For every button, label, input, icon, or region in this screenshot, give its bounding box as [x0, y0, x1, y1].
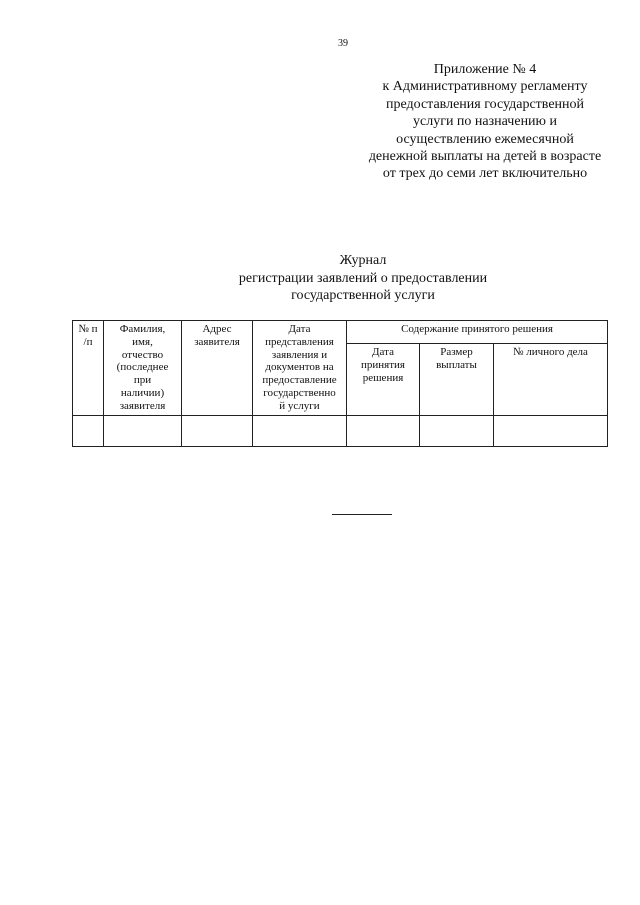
- appendix-line: к Административному регламенту: [382, 79, 588, 95]
- header-number: [73, 321, 104, 416]
- page-number: 39: [338, 38, 348, 49]
- header-text: Адрес: [202, 323, 232, 335]
- header-text: предоставление: [262, 374, 337, 387]
- table-cell[interactable]: [420, 415, 494, 446]
- registration-journal-table: [72, 320, 608, 447]
- header-text: представления: [265, 335, 334, 348]
- table-cell[interactable]: [104, 415, 182, 446]
- header-text: при: [133, 374, 152, 387]
- header-text: наличии): [120, 386, 165, 399]
- appendix-line: Приложение № 4: [433, 62, 537, 77]
- header-text: й услуги: [279, 399, 320, 412]
- header-text: отчество: [121, 348, 164, 361]
- appendix-line: осуществлению ежемесячной: [396, 131, 574, 147]
- header-payment-amount: [420, 344, 494, 416]
- header-text: /п: [83, 335, 93, 348]
- header-text: заявления и: [271, 348, 328, 361]
- header-address: [182, 321, 253, 416]
- header-text: решения: [362, 371, 404, 384]
- table-cell[interactable]: [182, 415, 253, 446]
- header-submission-date: [253, 321, 347, 416]
- header-text: государственно: [263, 386, 336, 399]
- header-full-name: [104, 321, 182, 416]
- header-text: заявителя: [194, 335, 240, 348]
- journal-title-line: государственной услуги: [291, 288, 435, 303]
- header-decision-date: [347, 344, 420, 416]
- header-text: Дата: [288, 323, 311, 335]
- header-personal-file: № личного дела: [494, 344, 608, 416]
- table-cell[interactable]: [494, 415, 608, 446]
- header-text: Размер: [440, 346, 473, 358]
- header-text: Фамилия,: [119, 323, 166, 335]
- table-row: [73, 415, 608, 446]
- header-text: документов на: [265, 361, 334, 374]
- header-decision-group: Содержание принятого решения: [347, 321, 608, 344]
- appendix-line: денежной выплаты на детей в возрасте: [368, 149, 602, 165]
- appendix-header: [352, 61, 618, 183]
- table-cell[interactable]: [253, 415, 347, 446]
- appendix-line: предоставления государственной: [385, 96, 585, 112]
- header-text: № п: [78, 323, 98, 335]
- header-text: (последнее: [116, 361, 169, 374]
- header-text: заявителя: [119, 399, 166, 412]
- header-text: принятия: [361, 358, 405, 371]
- header-text: имя,: [132, 335, 153, 348]
- journal-title: [0, 252, 640, 305]
- separator-line: [332, 514, 392, 515]
- appendix-line: от трех до семи лет включительно: [382, 166, 588, 182]
- journal-title-line: регистрации заявлений о предоставлении: [238, 270, 488, 286]
- table-cell[interactable]: [73, 415, 104, 446]
- header-text: выплаты: [436, 358, 477, 371]
- journal-title-line: Журнал: [339, 253, 387, 268]
- appendix-line: услуги по назначению и: [413, 114, 557, 130]
- header-text: Дата: [372, 346, 394, 358]
- table-cell[interactable]: [347, 415, 420, 446]
- table-header-row: [73, 321, 608, 344]
